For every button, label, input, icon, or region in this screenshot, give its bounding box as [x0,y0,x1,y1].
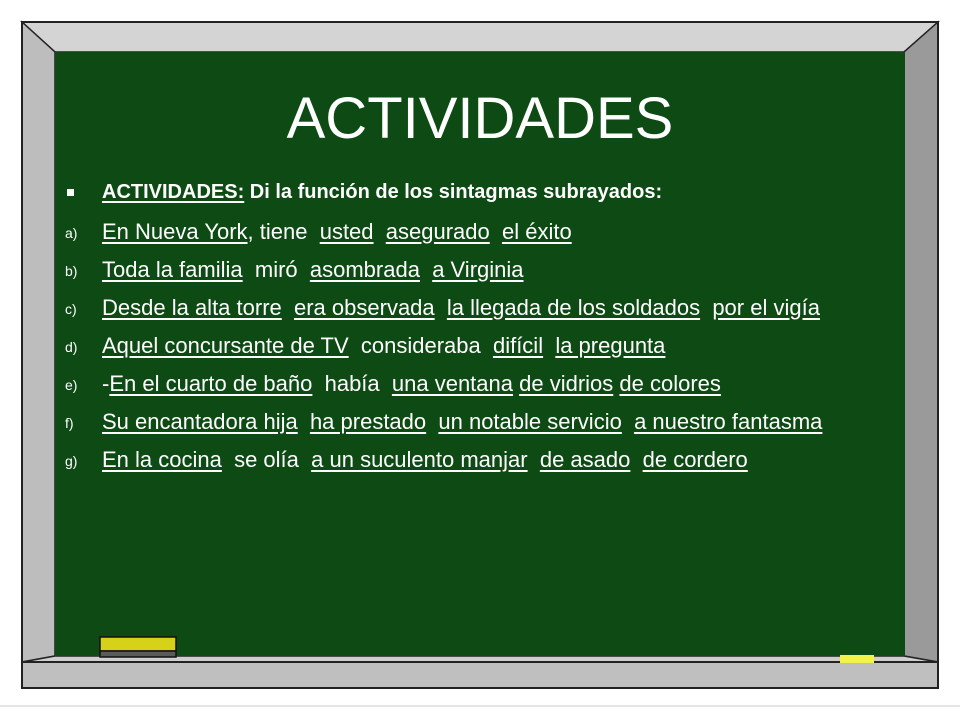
plain-text [630,447,642,472]
plain-text: se olía [221,447,312,472]
underlined-phrase: por el vigía [712,295,820,320]
instruction-label: ACTIVIDADES: [102,181,245,203]
underlined-phrase: asombrada [309,257,420,282]
plain-text [435,295,447,320]
plain-text [420,257,432,282]
underlined-phrase: el éxito [501,219,572,244]
activity-item [65,447,895,472]
instruction-line [65,180,895,205]
activity-item [65,409,895,434]
underlined-phrase: Desde la alta torre [102,295,282,320]
underlined-phrase: usted [319,219,374,244]
item-marker: a) [65,225,78,241]
plain-text: - [102,371,110,396]
item-marker: c) [65,301,77,317]
underlined-phrase: En la cocina [102,447,222,472]
underlined-phrase: a un suculento manjar [311,447,528,472]
underlined-phrase: de colores [619,371,721,396]
underlined-phrase: de cordero [642,447,748,472]
plain-text [543,333,555,358]
item-marker: f) [65,415,74,431]
activity-item [65,371,895,396]
underlined-phrase: En el cuarto de baño [109,371,313,396]
underlined-phrase: En Nueva York [102,219,248,244]
underlined-phrase: una ventana [391,371,513,396]
plain-text [528,447,540,472]
underlined-phrase: era observada [294,295,435,320]
item-marker: b) [65,263,78,279]
underlined-phrase: a Virginia [432,257,524,282]
activity-item [65,219,895,244]
plain-text: , tiene [247,219,320,244]
underlined-phrase: la pregunta [555,333,666,358]
slide-title: ACTIVIDADES [286,86,674,151]
underlined-phrase: de vidrios [519,371,614,396]
underlined-phrase: la llegada de los soldados [446,295,701,320]
activity-item [65,257,895,282]
chalk-icon [840,655,874,663]
item-marker: d) [65,339,78,355]
plain-text: consideraba [348,333,493,358]
underlined-phrase: difícil [492,333,544,358]
underlined-phrase: a nuestro fantasma [634,409,823,434]
underlined-phrase: de asado [539,447,631,472]
underlined-phrase: un notable servicio [438,409,622,434]
activity-list [65,180,895,485]
item-marker: e) [65,377,78,393]
underlined-phrase: ha prestado [309,409,427,434]
underlined-phrase: asegurado [385,219,490,244]
activity-item [65,295,895,320]
underlined-phrase: Su encantadora hija [102,409,298,434]
plain-text [298,409,310,434]
item-marker: g) [65,453,78,469]
plain-text [426,409,438,434]
plain-text [490,219,502,244]
plain-text: había [312,371,392,396]
underlined-phrase: Toda la familia [102,257,243,282]
chalkboard [55,52,905,656]
instruction-text: Di la función de los sintagmas subrayados: [244,181,663,203]
plain-text: miró [242,257,310,282]
plain-text [374,219,386,244]
plain-text [282,295,294,320]
eraser-icon [99,636,177,658]
plain-text [622,409,634,434]
bullet-square-icon [65,181,74,201]
underlined-phrase: Aquel concursante de TV [102,333,349,358]
activity-item [65,333,895,358]
plain-text [700,295,712,320]
